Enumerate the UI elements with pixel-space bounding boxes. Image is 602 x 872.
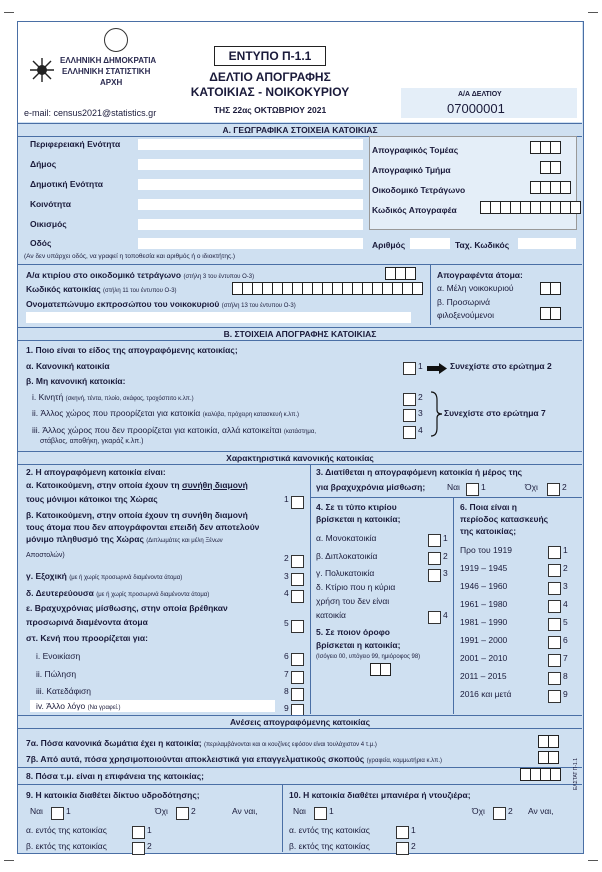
q1-mobile: i. Κινητή (σκηνή, τέντα, πλοίο, σκάφος, τροχόσπιτο κ.λπ.)	[32, 392, 194, 402]
q9-outside-code: 2	[147, 841, 152, 851]
q10-yes-checkbox[interactable]	[314, 805, 327, 823]
census-date: ΤΗΣ 22ας ΟΚΤΩΒΡΙΟΥ 2021	[213, 105, 327, 115]
q9-yes-checkbox[interactable]	[51, 805, 64, 823]
q2-code-9: 9	[284, 703, 289, 713]
q6-checkbox-3[interactable]	[548, 580, 561, 598]
q7a-text: 7α. Πόσα κανονικά δωμάτια έχει η κατοικία; (περιλαμβάνονται και οι κουζίνες εφόσον είναι τουλάχιστον 4 τ.μ.)	[26, 738, 377, 748]
q5-floor-input[interactable]	[370, 663, 391, 681]
q4-code-2: 2	[443, 551, 448, 561]
persons-members-input[interactable]	[540, 282, 561, 300]
q6-line-2: περίοδος κατασκευής	[460, 514, 549, 524]
q6-checkbox-9[interactable]	[548, 688, 561, 706]
q4-other-line-3: κατοικία	[316, 610, 346, 620]
q6-period-4: 1961 – 1980	[460, 599, 508, 609]
crop-mark	[4, 860, 14, 861]
q2a-line-2: τους μόνιμοι κάτοικοι της Χώρας	[26, 494, 158, 504]
q4-checkbox-2[interactable]	[428, 550, 441, 568]
sheet-no: 07000001	[447, 101, 505, 116]
q1-irregular: β. Μη κανονική κατοικία:	[26, 376, 126, 386]
section-b-title: Β. ΣΤΟΙΧΕΙΑ ΑΠΟΓΡΑΦΗΣ ΚΑΤΟΙΚΙΑΣ	[18, 327, 582, 341]
divider	[310, 464, 311, 714]
field-input-region[interactable]	[138, 139, 363, 150]
q2-code-6: 6	[284, 651, 289, 661]
q1-checkbox-3[interactable]	[403, 407, 416, 425]
q6-period-1: Προ του 1919	[460, 545, 512, 555]
q9-text: 9. Η κατοικία διαθέτει δίκτυο υδροδότησης;	[26, 790, 200, 800]
email: e-mail: census2021@statistics.gr	[24, 108, 157, 118]
q1-code-4: 4	[418, 425, 423, 435]
divider	[18, 784, 582, 785]
arrow-right-icon	[427, 361, 447, 379]
persons-members-label: α. Μέλη νοικοκυριού	[437, 283, 514, 293]
field-label-region: Περιφερειακή Ενότητα	[30, 139, 121, 149]
q2-checkbox-2[interactable]	[291, 553, 304, 571]
q6-period-9: 2016 και μετά	[460, 689, 512, 699]
q6-period-7: 2001 – 2010	[460, 653, 508, 663]
q3-no-code: 2	[562, 482, 567, 492]
q6-checkbox-8[interactable]	[548, 670, 561, 688]
q9-no-label: Όχι	[155, 806, 168, 816]
q5-line-1: 5. Σε ποιον όροφο	[316, 627, 390, 637]
section-a-title: Α. ΓΕΩΓΡΑΦΙΚΑ ΣΤΟΙΧΕΙΑ ΚΑΤΟΙΚΙΑΣ	[18, 123, 582, 137]
q5-line-2: βρίσκεται η κατοικία;	[316, 640, 401, 650]
divider	[282, 785, 283, 852]
q6-code-8: 8	[563, 671, 568, 681]
q6-code-3: 3	[563, 581, 568, 591]
q10-if-yes: Αν ναι,	[528, 806, 554, 816]
q10-inside-code: 1	[411, 825, 416, 835]
q2-code-4: 4	[284, 588, 289, 598]
q10-outside-checkbox[interactable]	[396, 840, 409, 858]
number-input[interactable]	[410, 238, 450, 249]
q2b-line-1: β. Κατοικούμενη, στην οποία έχουν τη συνήθη διαμονή	[26, 510, 248, 520]
field-input-municipality[interactable]	[138, 159, 363, 170]
q2g: γ. Εξοχική (με ή χωρίς προσωρινά διαμένοντα άτομα)	[26, 571, 183, 581]
q2-checkbox-4[interactable]	[291, 588, 304, 606]
code-input-section[interactable]	[540, 161, 561, 179]
amenities-title: Ανέσεις απογραφόμενης κατοικίας	[18, 715, 582, 729]
q1-checkbox-1[interactable]	[403, 360, 416, 378]
divider	[18, 767, 582, 768]
crop-mark	[4, 12, 14, 13]
q6-code-6: 6	[563, 635, 568, 645]
form-title-2: ΚΑΤΟΙΚΙΑΣ - ΝΟΙΚΟΚΥΡΙΟΥ	[190, 85, 350, 99]
q2-code-5: 5	[284, 618, 289, 628]
q9-if-yes: Αν ναι,	[232, 806, 258, 816]
q6-code-2: 2	[563, 563, 568, 573]
field-input-municipal-unit[interactable]	[138, 179, 363, 190]
q2b-line-3: μόνιμο πληθυσμό της Χώρας (Διπλωμάτες και μέλη Ξένων	[26, 534, 223, 544]
form-code: ΕΝΤΥΠΟ Π-1.1	[214, 46, 326, 66]
q1-other-housing: ii. Άλλος χώρος που προορίζεται για κατοικία (καλύβα, πρόχειρη κατασκευή κ.λπ.)	[32, 408, 300, 418]
crop-mark	[588, 860, 598, 861]
q6-checkbox-2[interactable]	[548, 562, 561, 580]
q6-checkbox-4[interactable]	[548, 598, 561, 616]
gov-name-2: ΕΛΛΗΝΙΚΗ ΣΤΑΤΙΣΤΙΚΗ	[62, 67, 151, 76]
gov-name-1: ΕΛΛΗΝΙΚΗ ΔΗΜΟΚΡΑΤΙΑ	[60, 56, 157, 65]
q4-code-4: 4	[443, 610, 448, 620]
gov-name-3: ΑΡΧΗ	[100, 78, 123, 87]
gov-emblem	[104, 28, 128, 52]
q3-yes-label: Ναι	[447, 482, 460, 492]
q4-checkbox-4[interactable]	[428, 609, 441, 627]
q10-no-label: Όχι	[472, 806, 485, 816]
number-label: Αριθμός	[372, 240, 406, 250]
divider	[453, 497, 454, 714]
q2st: στ. Κενή που προορίζεται για:	[26, 633, 148, 643]
q10-outside-code: 2	[411, 841, 416, 851]
q2b-line-2: τους άτομα που δεν απογράφονται επειδή δεν αποτελούν	[26, 522, 260, 532]
brace-icon	[429, 390, 443, 443]
q2-code-8: 8	[284, 686, 289, 696]
divider	[18, 264, 582, 265]
q6-code-5: 5	[563, 617, 568, 627]
q9-no-code: 2	[191, 806, 196, 816]
field-label-municipality: Δήμος	[30, 159, 57, 169]
q9-inside-code: 1	[147, 825, 152, 835]
persons-title: Απογραφέντα άτομα:	[437, 270, 523, 280]
code-label-block: Οικοδομικό Τετράγωνο	[372, 185, 466, 195]
q10-yes-code: 1	[329, 806, 334, 816]
q2-text: 2. Η απογραφόμενη κατοικία είναι:	[26, 467, 166, 477]
q2-checkbox-6[interactable]	[291, 651, 304, 669]
q4-detached: α. Μονοκατοικία	[316, 533, 377, 543]
q1-code-1: 1	[418, 361, 423, 371]
code-label-sector: Απογραφικός Τομέας	[372, 145, 459, 155]
stat-logo	[30, 58, 54, 82]
q2-code-1: 1	[284, 494, 289, 504]
q2-checkbox-7[interactable]	[291, 669, 304, 687]
q9-outside-checkbox[interactable]	[132, 840, 145, 858]
q2a-line-1: α. Κατοικούμενη, στην οποία έχουν τη συνήθη διαμονή	[26, 480, 248, 490]
q9-yes-code: 1	[66, 806, 71, 816]
q2-checkbox-3[interactable]	[291, 571, 304, 589]
q9-outside: β. εκτός της κατοικίας	[26, 841, 107, 851]
side-code: ΕΛΣΤΑΤ Π-1.1	[573, 758, 579, 790]
q6-code-1: 1	[563, 545, 568, 555]
q10-no-checkbox[interactable]	[493, 805, 506, 823]
q2-code-7: 7	[284, 669, 289, 679]
q6-checkbox-6[interactable]	[548, 634, 561, 652]
code-label-section: Απογραφικό Τμήμα	[372, 165, 451, 175]
q2-demolition: iii. Κατεδάφιση	[36, 686, 92, 696]
q1-code-3: 3	[418, 408, 423, 418]
q4-other-line-2: χρήση του δεν είναι	[316, 596, 390, 606]
q6-period-2: 1919 – 1945	[460, 563, 508, 573]
representative-label: Ονοματεπώνυμο εκπροσώπου του νοικοκυριού (στήλη 13 του έντυπου Ο-3)	[26, 299, 296, 309]
q6-period-3: 1946 – 1960	[460, 581, 508, 591]
q10-outside: β. εκτός της κατοικίας	[289, 841, 370, 851]
q1-checkbox-4[interactable]	[403, 424, 416, 442]
q10-text: 10. Η κατοικία διαθέτει μπανιέρα ή ντουζιέρα;	[289, 790, 471, 800]
q4-semidetached: β. Διπλοκατοικία	[316, 551, 378, 561]
q1-non-housing-note: στάβλος, αποθήκη, γκαράζ κ.λπ.)	[40, 438, 144, 445]
q1-text: 1. Ποιο είναι το είδος της απογραφόμενης κατοικίας;	[26, 345, 238, 355]
q10-yes-label: Ναι	[293, 806, 306, 816]
q6-line-1: 6. Ποια είναι η	[460, 502, 517, 512]
char-title: Χαρακτηριστικά κανονικής κατοικίας	[18, 451, 582, 465]
divider	[430, 265, 431, 325]
q10-inside: α. εντός της κατοικίας	[289, 825, 370, 835]
dwelling-code-input[interactable]	[232, 282, 423, 300]
form-title-1: ΔΕΛΤΙΟ ΑΠΟΓΡΑΦΗΣ	[209, 70, 331, 84]
sheet-no-label: Α/Α ΔΕΛΤΙΟΥ	[458, 91, 502, 98]
q4-other-line-1: δ. Κτίριο που η κύρια	[316, 582, 396, 592]
q6-checkbox-5[interactable]	[548, 616, 561, 634]
q6-period-5: 1981 – 1990	[460, 617, 508, 627]
q2e-line-1: ε. Βραχυχρόνιας μίσθωσης, στην οποία βρέθηκαν	[26, 603, 228, 613]
field-label-community: Κοινότητα	[30, 199, 71, 209]
q4-apartment: γ. Πολυκατοικία	[316, 568, 375, 578]
q2e-line-2: προσωρινά διαμένοντα άτομα	[26, 617, 148, 627]
q9-inside: α. εντός της κατοικίας	[26, 825, 107, 835]
code-label-enumerator: Κωδικός Απογραφέα	[372, 205, 457, 215]
field-input-community[interactable]	[138, 199, 363, 210]
q4-line-1: 4. Σε τι τύπο κτιρίου	[316, 502, 397, 512]
q4-line-2: βρίσκεται η κατοικία;	[316, 514, 401, 524]
persons-temp-label-1: β. Προσωρινά	[437, 297, 491, 307]
q1-code-2: 2	[418, 392, 423, 402]
crop-mark	[588, 12, 598, 13]
q2-rent: i. Ενοικίαση	[36, 651, 81, 661]
q8-text: 8. Πόσα τ.μ. είναι η επιφάνεια της κατοικίας;	[26, 771, 204, 781]
q7b-text: 7β. Από αυτά, πόσα χρησιμοποιούνται αποκλειστικά για επαγγελματικούς σκοπούς (γραφεία, κομμωτήρια κ.λπ.)	[26, 754, 442, 764]
q3-no-label: Όχι	[525, 482, 538, 492]
q6-checkbox-7[interactable]	[548, 652, 561, 670]
q2-other: iv. Άλλο λόγο (Να γραφεί.)	[36, 701, 121, 711]
field-label-street: Οδός	[30, 238, 52, 248]
code-input-enumerator[interactable]	[480, 201, 581, 219]
q6-period-8: 2011 – 2015	[460, 671, 507, 681]
persons-temp-label-2: φιλοξενούμενοι	[437, 310, 495, 320]
q6-checkbox-1[interactable]	[548, 544, 561, 562]
q2d: δ. Δευτερεύουσα (με ή χωρίς προσωρινά διαμένοντα άτομα)	[26, 588, 210, 598]
q4-checkbox-1[interactable]	[428, 532, 441, 550]
q10-no-code: 2	[508, 806, 513, 816]
goto-q2: Συνεχίστε στο ερώτημα 2	[450, 361, 552, 371]
zip-label: Ταχ. Κωδικός	[455, 240, 510, 250]
q9-yes-label: Ναι	[30, 806, 43, 816]
persons-temp-input[interactable]	[540, 307, 561, 325]
q9-no-checkbox[interactable]	[176, 805, 189, 823]
q2-checkbox-5[interactable]	[291, 618, 304, 636]
zip-input[interactable]	[518, 238, 576, 249]
q2b-line-4: Αποστολών)	[26, 552, 65, 559]
q5-note: (Ισόγειο 00, υπόγειο 99, ημιόροφος 98)	[316, 654, 421, 660]
q6-code-7: 7	[563, 653, 568, 663]
q6-line-3: της κατοικίας;	[460, 526, 517, 536]
field-input-settlement[interactable]	[138, 219, 363, 230]
q6-code-9: 9	[563, 689, 568, 699]
q2-checkbox-1[interactable]	[291, 494, 304, 512]
q1-regular: α. Κανονική κατοικία	[26, 361, 110, 371]
building-no-label: Α/α κτιρίου στο οικοδομικό τετράγωνο (στήλη 3 του έντυπου Ο-3)	[26, 270, 255, 280]
goto-q7: Συνεχίστε στο ερώτημα 7	[444, 408, 546, 418]
q4-checkbox-3[interactable]	[428, 567, 441, 585]
q2-code-2: 2	[284, 553, 289, 563]
q3-yes-code: 1	[481, 482, 486, 492]
q2-code-3: 3	[284, 571, 289, 581]
street-note: (Αν δεν υπάρχει οδός, να γραφεί η τοποθεσία και αριθμός ή ο ιδιοκτήτης.)	[24, 253, 236, 260]
field-label-settlement: Οικισμός	[30, 219, 67, 229]
field-label-municipal-unit: Δημοτική Ενότητα	[30, 179, 104, 189]
dwelling-code-label: Κωδικός κατοικίας (στήλη 11 του έντυπου Ο-3)	[26, 284, 177, 294]
code-input-sector[interactable]	[530, 141, 561, 159]
field-input-street[interactable]	[138, 238, 363, 249]
q3-line-1: 3. Διατίθεται η απογραφόμενη κατοικία ή μέρος της	[316, 467, 523, 477]
code-input-block[interactable]	[530, 181, 571, 199]
q1-non-housing: iii. Άλλος χώρος που δεν προορίζεται για κατοικία, αλλά κατοικείται (κατάστημα,	[32, 425, 317, 435]
q4-code-1: 1	[443, 533, 448, 543]
q6-period-6: 1991 – 2000	[460, 635, 508, 645]
q6-code-4: 4	[563, 599, 568, 609]
q3-line-2: για βραχυχρόνια μίσθωση;	[316, 482, 426, 492]
divider	[311, 497, 582, 498]
q4-code-3: 3	[443, 568, 448, 578]
q2-sale: ii. Πώληση	[36, 669, 77, 679]
representative-input[interactable]	[26, 312, 411, 323]
